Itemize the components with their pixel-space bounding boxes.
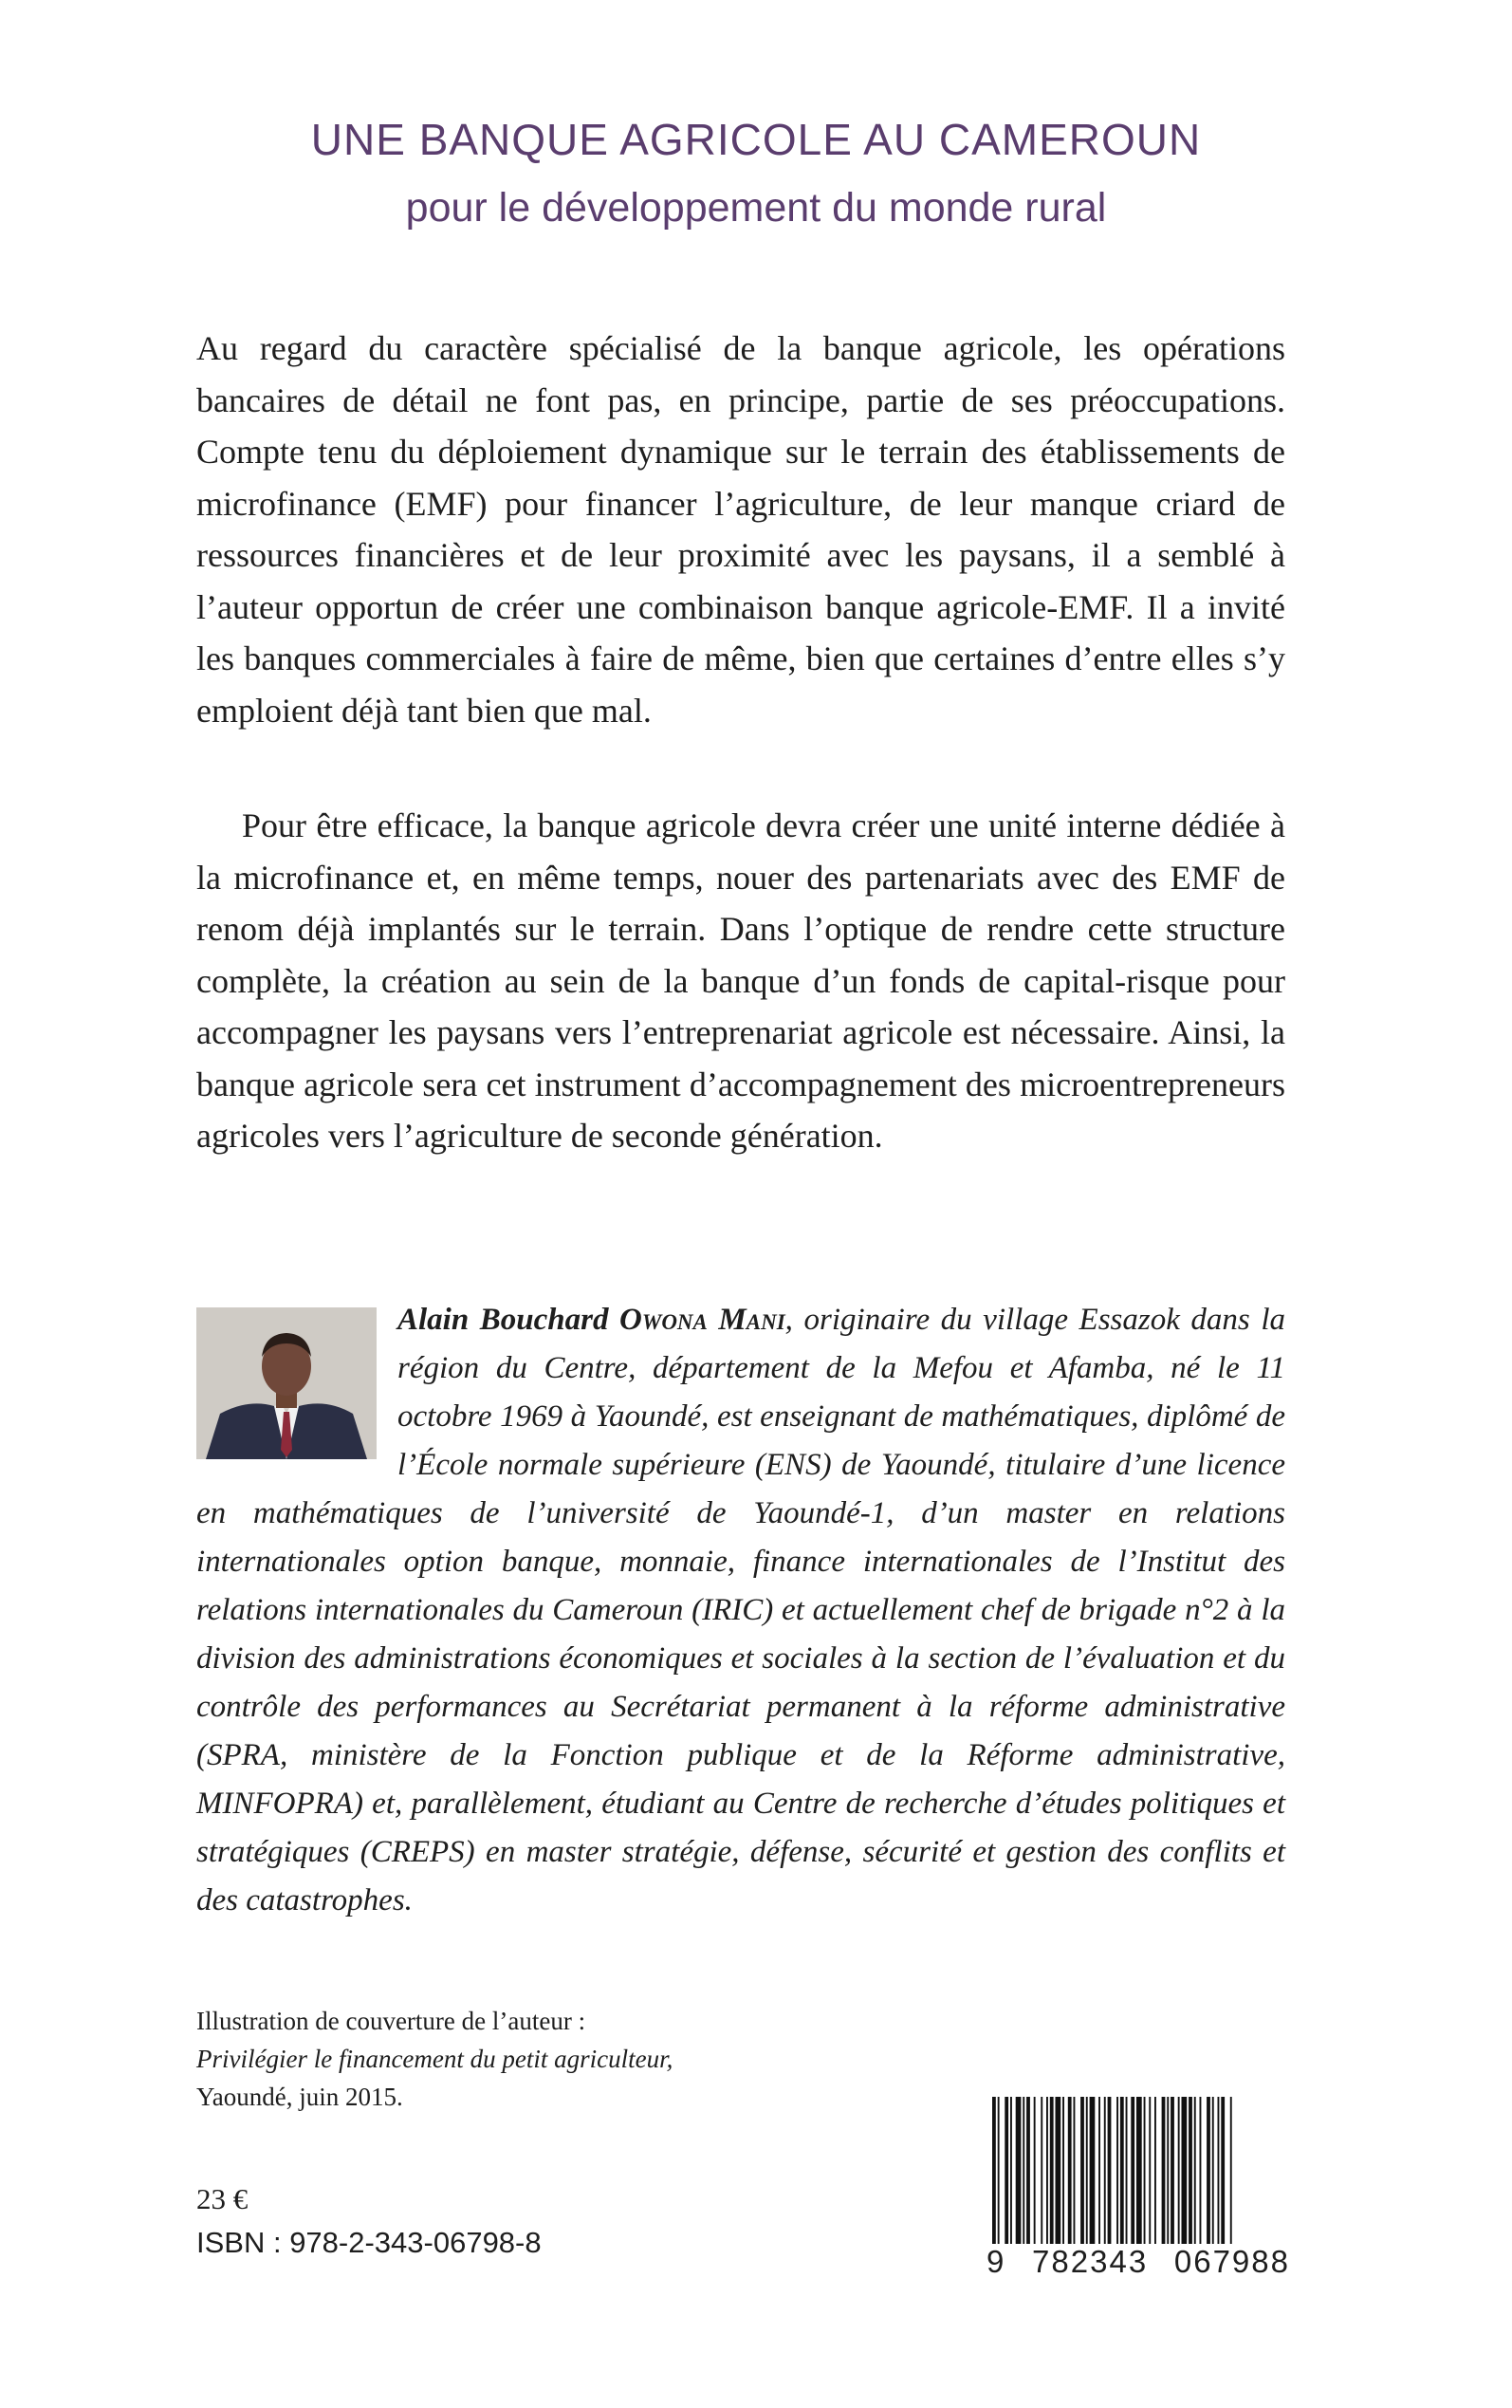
barcode-bar [1171, 2097, 1174, 2244]
barcode-bar [1046, 2097, 1048, 2244]
credit-line-2: Privilégier le financement du petit agriculteur, [196, 2045, 673, 2073]
barcode-bar [1050, 2097, 1054, 2244]
credit-line-1: Illustration de couverture de l’auteur : [196, 2007, 586, 2035]
barcode-bar [1149, 2097, 1151, 2244]
author-first-names: Alain Bouchard [397, 1303, 609, 1337]
barcode-bar [1034, 2097, 1036, 2244]
book-subtitle: pour le développement du monde rural [405, 185, 1107, 231]
author-photo [196, 1307, 377, 1459]
barcode-bar [1120, 2097, 1124, 2244]
credit-line-3: Yaoundé, juin 2015. [196, 2083, 403, 2111]
barcode-bar [1062, 2097, 1064, 2244]
barcode-bar [1074, 2097, 1076, 2244]
barcode-bar [1116, 2097, 1118, 2244]
barcode-bar [1126, 2097, 1128, 2244]
barcode-bar [1167, 2097, 1169, 2244]
barcode-bar [1230, 2097, 1232, 2244]
barcode-bar [1041, 2097, 1042, 2244]
barcode-bar [1144, 2097, 1146, 2244]
barcode-bar [1080, 2097, 1084, 2244]
barcode-bar [1098, 2097, 1100, 2244]
barcode-bar [1108, 2097, 1112, 2244]
cover-credit [196, 2002, 860, 2116]
barcode-bar [1086, 2097, 1088, 2244]
barcode-bar [1068, 2097, 1072, 2244]
book-title: UNE BANQUE AGRICOLE AU CAMEROUN [310, 115, 1202, 164]
isbn: ISBN : 978-2-343-06798-8 [196, 2226, 542, 2259]
price: 23 € [196, 2182, 249, 2215]
author-bio-text: , originaire du village Essazok dans la région du Centre, département de la Mefou et Afamba, né le 11 octobre 1969 à Yaoundé, est enseignant de mathématiques, diplômé de l’École normale supérieure (ENS) de Yaoundé, titulaire d’une licence en mathématiques de l’université de Yaoundé-1, d’un master en relations internationales option banque, monnaie, finance internationales de l’Institut des relations internationales du Cameroun (IRIC) et actuellement chef de brigade n°2 à la division des administrations économiques et sociales à la section de l’évaluation et du contrôle des performances au Secrétariat permanent à la réforme administrative (SPRA, ministère de la Fonction publique et de la Réforme administrative, MINFOPRA) et, parallèlement, étudiant au Centre de recherche d’études politiques et stratégiques (CREPS) en master stratégie, défense, sécurité et gestion des conflits et des catastrophes. [196, 1303, 1285, 1917]
author-surname: Owona Mani [619, 1303, 785, 1337]
barcode-bar [1136, 2097, 1142, 2244]
barcode-bar [1189, 2097, 1192, 2244]
barcode-bar [1023, 2097, 1024, 2244]
barcode-bar [1010, 2097, 1012, 2244]
barcode [986, 2097, 1290, 2249]
barcode-bar [1212, 2097, 1214, 2244]
author-portrait-icon [196, 1307, 377, 1459]
barcode-bar [1016, 2097, 1022, 2244]
barcode-icon [986, 2097, 1290, 2249]
barcode-bar [1182, 2097, 1188, 2244]
barcode-bar [1131, 2097, 1134, 2244]
barcode-bar [1218, 2097, 1220, 2244]
barcode-digits: 9 782343 067988 [986, 2244, 1290, 2279]
barcode-bar [1200, 2097, 1202, 2244]
barcode-bar [1005, 2097, 1008, 2244]
barcode-bar [1090, 2097, 1096, 2244]
barcode-bar [1104, 2097, 1106, 2244]
barcode-bar [1194, 2097, 1196, 2244]
barcode-bar [998, 2097, 1000, 2244]
barcode-bar [1162, 2097, 1166, 2244]
barcode-bar [1154, 2097, 1156, 2244]
barcode-bar [1056, 2097, 1061, 2244]
barcode-bar [1207, 2097, 1210, 2244]
blurb-paragraph-2: Pour être efficace, la banque agricole devra créer une unité interne dédiée à la microfinance et, en même temps, nouer des partenariats avec des EMF de renom déjà implantés sur le terrain. Dans l’optique de rendre cette structure complète, la création au sein de la banque d’un fonds de capital-risque pour accompagner les paysans vers l’entreprenariat agricole est nécessaire. Ainsi, la banque agricole sera cet instrument d’accompagnement des microentrepreneurs agricoles vers l’agriculture de seconde génération. [196, 806, 1285, 1155]
barcode-bar [1026, 2097, 1030, 2244]
barcode-bar [992, 2097, 996, 2244]
barcode-bar [1178, 2097, 1180, 2244]
blurb-paragraph-1: Au regard du caractère spécialisé de la banque agricole, les opérations bancaires de détail ne font pas, en principe, partie de ses préoccupations. Compte tenu du déploiement dynamique sur le terrain des établissements de microfinance (EMF) pour financer l’agriculture, de leur manque criard de ressources financières et de leur proximité avec les paysans, il a semblé à l’auteur opportun de créer une combinaison banque agricole-EMF. Il a invité les banques commerciales à faire de même, bien que certaines d’entre elles s’y emploient déjà tant bien que mal. [196, 329, 1285, 730]
barcode-bar [1221, 2097, 1225, 2244]
